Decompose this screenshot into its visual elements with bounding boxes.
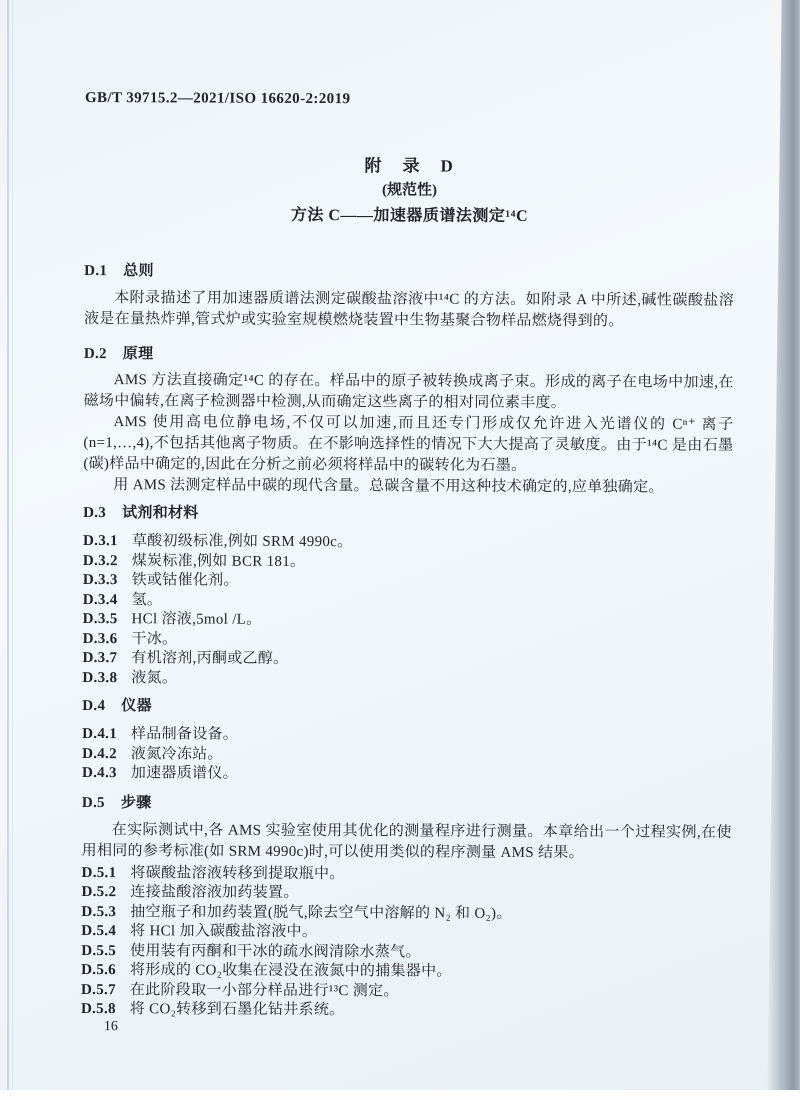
item-text: 氢。	[131, 591, 163, 608]
item-text: 草酸初级标准,例如 SRM 4990c。	[131, 533, 353, 551]
scan-artifact-left-line	[7, 0, 9, 1090]
section-title: 试剂和材料	[122, 505, 199, 522]
item-text: 使用装有丙酮和干冰的疏水阀清除水蒸气。	[130, 942, 421, 960]
item-number: D.3.2	[82, 552, 118, 569]
section-heading-d2	[84, 344, 734, 367]
item-number: D.5.2	[81, 883, 117, 901]
item-number: D.3.4	[82, 591, 118, 608]
item-text: 将 HCl 加入碳酸盐溶液中。	[130, 923, 318, 941]
item-number: D.4.2	[82, 745, 117, 762]
section-heading-d5	[82, 792, 732, 815]
item-text: HCl 溶液,5mol /L。	[131, 611, 262, 628]
item-text: 将碳酸盐溶液转移到提取瓶中。	[130, 864, 345, 882]
section-number: D.1	[84, 262, 108, 280]
item-number: D.3.3	[82, 571, 118, 589]
list-item	[82, 725, 732, 747]
list-item	[81, 922, 731, 944]
item-text: 加速器质谱仪。	[130, 765, 238, 782]
section-heading-d4	[82, 696, 732, 719]
paragraph: 本附录描述了用加速器质谱法测定碳酸盐溶液中¹⁴C 的方法。如附录 A 中所述,碱性碳酸盐溶液是在量热炸弹,管式炉或实验室规模燃烧装置中生物基聚合物样品燃烧得到的。	[83, 290, 735, 330]
list-item	[81, 961, 731, 983]
appendix-title-line3: 方法 C——加速器质谱法测定¹⁴C	[290, 206, 529, 225]
paragraph: AMS 使用高电位静电场,不仅可以加速,而且还专门形成仅允许进入光谱仪的 Cⁿ⁺ 离子(n=1,…,4),不包括其他离子物质。在不影响选择性的情况下大大提高了灵敏度。由于¹⁴C 是由石墨(碳)样品中确定的,因此在分析之前必须将样品中的碳转化为石墨。	[83, 414, 734, 474]
item-number: D.3.5	[82, 610, 118, 628]
section-title: 仪器	[121, 698, 152, 715]
item-text: 液氮冷冻站。	[130, 745, 223, 763]
section-number: D.2	[83, 345, 107, 363]
item-text: 干冰。	[131, 630, 178, 647]
item-number: D.3.8	[82, 669, 118, 686]
item-text: 样品制备设备。	[130, 726, 239, 743]
item-number: D.3.1	[82, 532, 118, 550]
item-number: D.5.5	[81, 942, 117, 959]
item-number: D.5.8	[80, 1000, 116, 1018]
item-number: D.4.1	[82, 725, 118, 743]
item-text: 抽空瓶子和加药装置(脱气,除去空气中溶解的 N₂ 和 O₂)。	[130, 903, 512, 922]
reagent-list	[82, 532, 733, 691]
item-number: D.3.6	[82, 630, 118, 647]
item-number: D.5.7	[81, 981, 116, 998]
list-item	[82, 764, 732, 786]
section-number: D.4	[82, 697, 106, 715]
item-number: D.5.6	[81, 961, 117, 979]
item-text: 液氮。	[131, 669, 178, 686]
item-text: 铁或钴催化剂。	[131, 572, 239, 589]
item-number: D.5.3	[81, 903, 117, 920]
item-text: 煤炭标准,例如 BCR 181。	[131, 552, 306, 570]
list-item	[82, 668, 732, 690]
item-text: 有机溶剂,丙酮或乙醇。	[131, 650, 289, 667]
item-text: 在此阶段取一小部分样品进行¹³C 测定。	[129, 981, 399, 999]
list-item	[83, 532, 733, 554]
appendix-title	[84, 152, 734, 230]
scan-artifact-bottom-strip	[0, 1090, 800, 1100]
apparatus-list	[82, 725, 732, 786]
paragraph: 在实际测试中,各 AMS 实验室使用其优化的测量程序进行测量。本章给出一个过程实例,在使用相同的参考标准(如 SRM 4990c)时,可以使用类似的程序测量 AMS 结果。	[81, 821, 732, 861]
section-number: D.5	[81, 794, 105, 811]
item-text: 将形成的 CO₂收集在浸没在液氮中的捕集器中。	[129, 962, 452, 980]
list-item	[83, 610, 733, 632]
document-content	[81, 88, 735, 1039]
standard-number-header: GB/T 39715.2—2021/ISO 16620-2:2019	[84, 89, 351, 108]
list-item	[83, 571, 733, 593]
paragraph: AMS 方法直接确定¹⁴C 的存在。样品中的原子被转换成离子束。形成的离子在电场中加速,在磁场中偏转,在离子检测器中检测,从而确定这些离子的相对同位素丰度。	[83, 372, 734, 412]
section-title: 原理	[122, 346, 154, 363]
procedure-list	[81, 863, 732, 1022]
list-item	[82, 649, 732, 671]
paragraph: 用 AMS 法测定样品中碳的现代含量。总碳含量不用这种技术确定的,应单独确定。	[113, 477, 664, 496]
scan-artifact-left-line	[12, 0, 13, 1090]
item-number: D.5.4	[81, 922, 117, 940]
item-text: 连接盐酸溶液加药装置。	[130, 884, 299, 901]
item-text: 将 CO₂转移到石墨化钻井系统。	[129, 1001, 345, 1019]
appendix-title-line1: 附 录 D	[364, 156, 455, 176]
section-heading-d3	[83, 503, 733, 526]
item-number: D.3.7	[82, 649, 118, 667]
section-title: 总则	[123, 263, 154, 280]
item-number: D.5.1	[81, 864, 117, 881]
list-item	[81, 883, 731, 905]
scan-artifact-right-edge	[766, 0, 800, 1090]
section-number: D.3	[83, 504, 107, 522]
section-heading-d1	[84, 261, 734, 284]
page-number: 16	[103, 1018, 118, 1034]
section-title: 步骤	[120, 794, 152, 811]
appendix-title-line2: (规范性)	[382, 182, 438, 199]
item-number: D.4.3	[81, 764, 117, 782]
